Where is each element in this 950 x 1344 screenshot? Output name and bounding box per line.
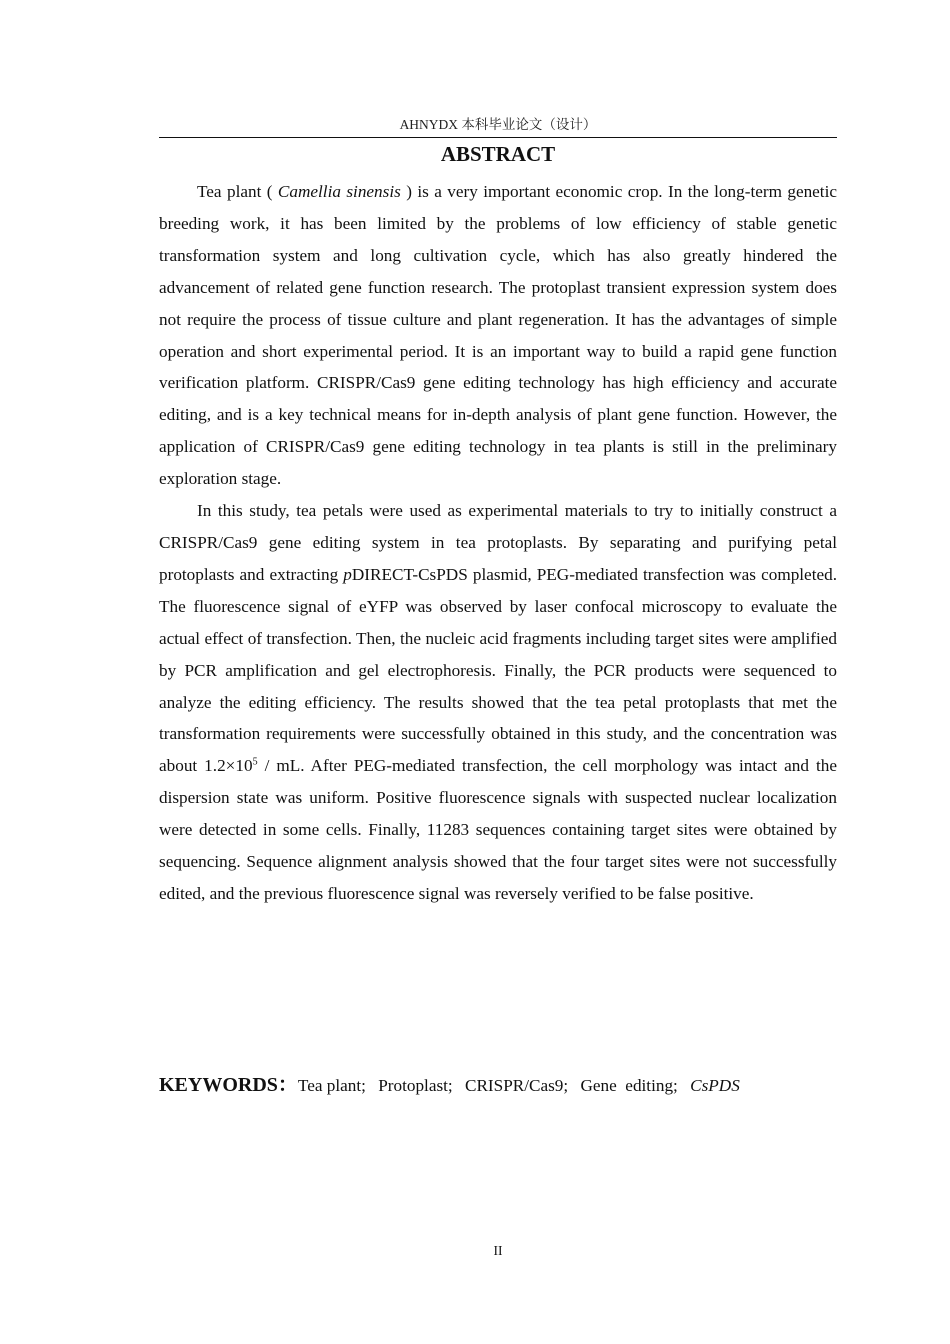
abstract-body <box>159 176 837 910</box>
abstract-paragraph-2 <box>159 495 837 910</box>
abstract-paragraph-1 <box>159 176 837 495</box>
para2-text-middle: DIRECT-CsPDS plasmid, PEG-mediated transfection was completed. The fluorescence signal of eYFP was observed by laser confocal microscopy to evaluate the actual effect of transfection. Then, the nucleic acid fragments including target sites were amplified by PCR amplification and gel electrophoresis. Finally, the PCR products were sequenced to analyze the editing efficiency. The results showed that the tea petal protoplasts that met the transformation requirements were successfully obtained in this study, and the concentration was about 1.2×10 <box>159 564 837 776</box>
para2-text-end: / mL. After PEG-mediated transfection, the cell morphology was intact and the dispersion state was uniform. Positive fluorescence signals with suspected nuclear localization were detected in some cells. Finally, 11283 sequences containing target sites were obtained by sequencing. Sequence alignment analysis showed that the four target sites were not successfully edited, and the previous fluorescence signal was reversely verified to be false positive. <box>159 756 837 903</box>
plasmid-prefix: p <box>343 564 352 584</box>
keyword-item: CRISPR/Cas9; <box>464 1076 569 1095</box>
keyword-item: Gene editing; <box>580 1076 678 1095</box>
para1-text: ) is a very important economic crop. In the long-term genetic breeding work, it has been limited by the problems of low efficiency of stable genetic transformation system and long cultivation cycle, which has also greatly hindered the advancement of related gene function research. The protoplast transient expression system does not require the process of tissue culture and plant regeneration. It has the advantages of simple operation and short experimental period. It is an important way to build a rapid gene function verification platform. CRISPR/Cas9 gene editing technology has high efficiency and accurate editing, and is a key technical means for in-depth analysis of plant gene function. However, the application of CRISPR/Cas9 gene editing technology in tea plants is still in the preliminary exploration stage. <box>159 182 837 489</box>
header-rule <box>159 137 837 138</box>
concentration-exponent: 5 <box>252 756 258 768</box>
para2-text-start: In this study, tea petals were used as experimental materials to try to initially construct a CRISPR/Cas9 gene editing system in tea protoplasts. By separating and purifying petal protoplasts and extracting <box>159 501 837 584</box>
keyword-item: CsPDS <box>690 1076 740 1095</box>
running-header: AHNYDX 本科毕业论文（设计） <box>399 117 597 132</box>
page-number: II <box>493 1243 503 1258</box>
keywords-line <box>159 1069 837 1102</box>
keyword-item: Protoplast; <box>378 1076 453 1095</box>
keyword-item: Tea plant; <box>297 1076 366 1095</box>
abstract-title: ABSTRACT <box>440 142 556 166</box>
keywords-label: KEYWORDS： <box>159 1074 298 1096</box>
species-name: Camellia sinensis <box>277 182 401 201</box>
para1-prefix: Tea plant ( <box>197 182 278 201</box>
